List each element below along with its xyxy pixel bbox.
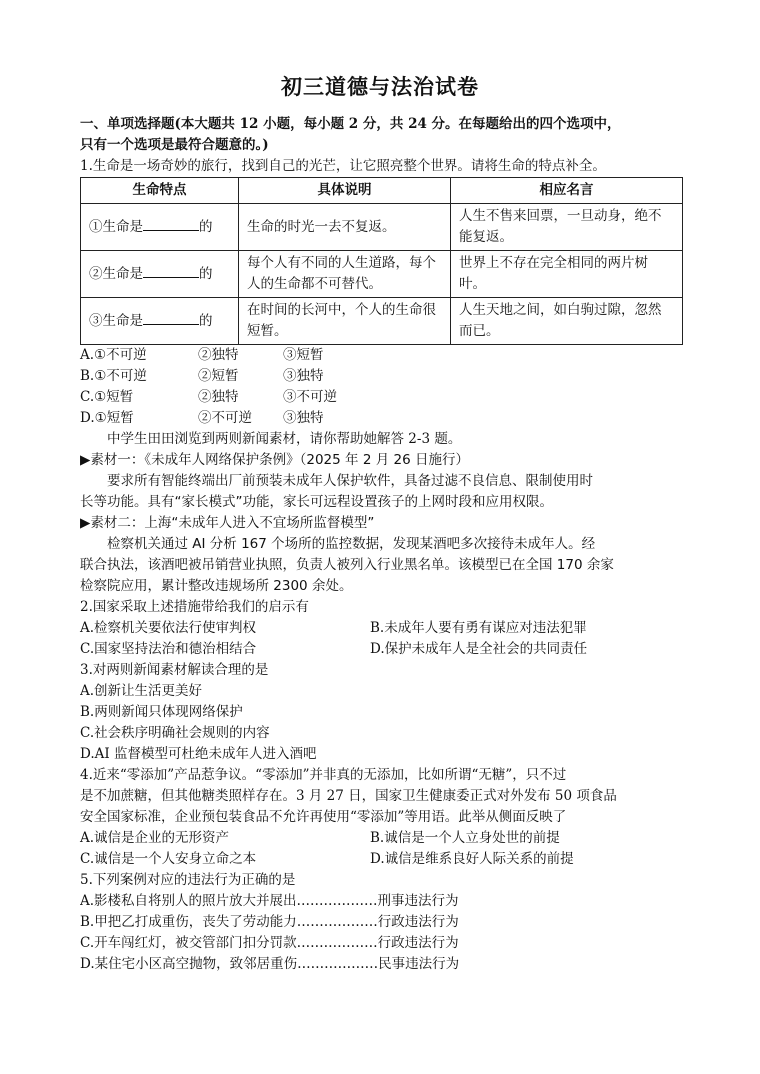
answer-blank (143, 216, 199, 231)
table-row (81, 204, 683, 251)
q1-options (80, 345, 686, 975)
option-row: A.①不可逆 ②独特 ③短暂 (80, 347, 324, 363)
desc-cell: 在时间的长河中，个人的生命很短暂。 (239, 298, 451, 345)
quote-cell: 人生不售来回票，一旦动身，绝不能复返。 (451, 204, 683, 251)
table-row (81, 251, 683, 298)
q4-stem: 安全国家标准，企业预包装食品不允许再使用“零添加”等用语。此举从侧面反映了 (80, 809, 567, 825)
table-header: 具体说明 (239, 178, 451, 204)
option-row: C.诚信是一个人安身立命之本 D.诚信是维系良好人际关系的前提 (80, 851, 574, 867)
q5-stem: 5.下列案例对应的违法行为正确的是 (80, 872, 296, 888)
option-item: B.甲把乙打成重伤，丧失了劳动能力………………行政违法行为 (80, 914, 459, 930)
answer-blank (143, 310, 199, 325)
option-item: A.影楼私自将别人的照片放大并展出………………刑事违法行为 (80, 893, 459, 909)
option-item: C.社会秩序明确社会规则的内容 (80, 725, 270, 741)
q2-stem: 2.国家采取上述措施带给我们的启示有 (80, 599, 309, 615)
q4-stem: 是不加蔗糖，但其他糖类照样存在。3 月 27 日，国家卫生健康委正式对外发布 50 项食品 (80, 788, 617, 804)
quote-cell: 人生天地之间，如白驹过隙，忽然而已。 (451, 298, 683, 345)
trait-cell: ①生命是 的 (81, 204, 239, 251)
option-item: D.AI 监督模型可杜绝未成年人进入酒吧 (80, 746, 317, 762)
table-header-row (81, 178, 683, 204)
material-2-text: 检察院应用，累计整改违规场所 2300 余处。 (80, 578, 353, 594)
table-row (81, 298, 683, 345)
q1-table (80, 177, 683, 345)
option-item: B.两则新闻只体现网络保护 (80, 704, 243, 720)
q3-stem: 3.对两则新闻素材解读合理的是 (80, 662, 269, 678)
exam-title: 初三道德与法治试卷 (281, 74, 479, 99)
table-header: 相应名言 (451, 178, 683, 204)
material-2-text: 联合执法，该酒吧被吊销营业执照，负责人被列入行业黑名单。该模型已在全国 170 余家 (80, 557, 614, 573)
option-row: A.检察机关要依法行使审判权 B.未成年人要有勇有谋应对违法犯罪 (80, 620, 587, 636)
section-heading-line2: 只有一个选项是最符合题意的。) (80, 137, 269, 153)
trait-cell: ③生命是 的 (81, 298, 239, 345)
desc-cell: 每个人有不同的人生道路，每个人的生命都不可替代。 (239, 251, 451, 298)
option-row: C.国家坚持法治和德治相结合 D.保护未成年人是全社会的共同责任 (80, 641, 588, 657)
material-1-text: 要求所有智能终端出厂前预装未成年人保护软件，具备过滤不良信息、限制使用时 (107, 473, 593, 489)
material-intro: 中学生田田浏览到两则新闻素材，请你帮助她解答 2-3 题。 (107, 431, 462, 447)
option-row: B.①不可逆 ②短暂 ③独特 (80, 368, 324, 384)
desc-cell: 生命的时光一去不复返。 (239, 204, 451, 251)
section-heading-line1: 一、单项选择题(本大题共 12 小题，每小题 2 分，共 24 分。在每题给出的四个选项中， (80, 116, 621, 132)
section-1 (80, 114, 686, 177)
material-1-title: ▶素材一：《未成年人网络保护条例》（2025 年 2 月 26 日施行） (80, 452, 469, 468)
table-header: 生命特点 (81, 178, 239, 204)
option-row: A.诚信是企业的无形资产 B.诚信是一个人立身处世的前提 (80, 830, 560, 846)
option-item: D.某住宅小区高空抛物，致邻居重伤………………民事违法行为 (80, 956, 460, 972)
material-1-text: 长等功能。具有“家长模式”功能，家长可远程设置孩子的上网时段和应用权限。 (80, 494, 553, 510)
material-2-text: 检察机关通过 AI 分析 167 个场所的监控数据，发现某酒吧多次接待未成年人。经 (107, 536, 596, 552)
q4-stem: 4.近来“零添加”产品惹争议。“零添加”并非真的无添加，比如所谓“无糖”，只不过 (80, 767, 567, 783)
option-item: A.创新让生活更美好 (80, 683, 203, 699)
trait-cell: ②生命是 的 (81, 251, 239, 298)
option-row: D.①短暂 ②不可逆 ③独特 (80, 410, 324, 426)
option-item: C.开车闯红灯，被交管部门扣分罚款………………行政违法行为 (80, 935, 459, 951)
quote-cell: 世界上不存在完全相同的两片树叶。 (451, 251, 683, 298)
option-row: C.①短暂 ②独特 ③不可逆 (80, 389, 337, 405)
answer-blank (143, 263, 199, 278)
material-2-title: ▶素材二：上海“未成年人进入不宜场所监督模型” (80, 515, 375, 531)
q1-stem: 1.生命是一场奇妙的旅行，找到自己的光芒，让它照亮整个世界。请将生命的特点补全。 (80, 158, 606, 174)
